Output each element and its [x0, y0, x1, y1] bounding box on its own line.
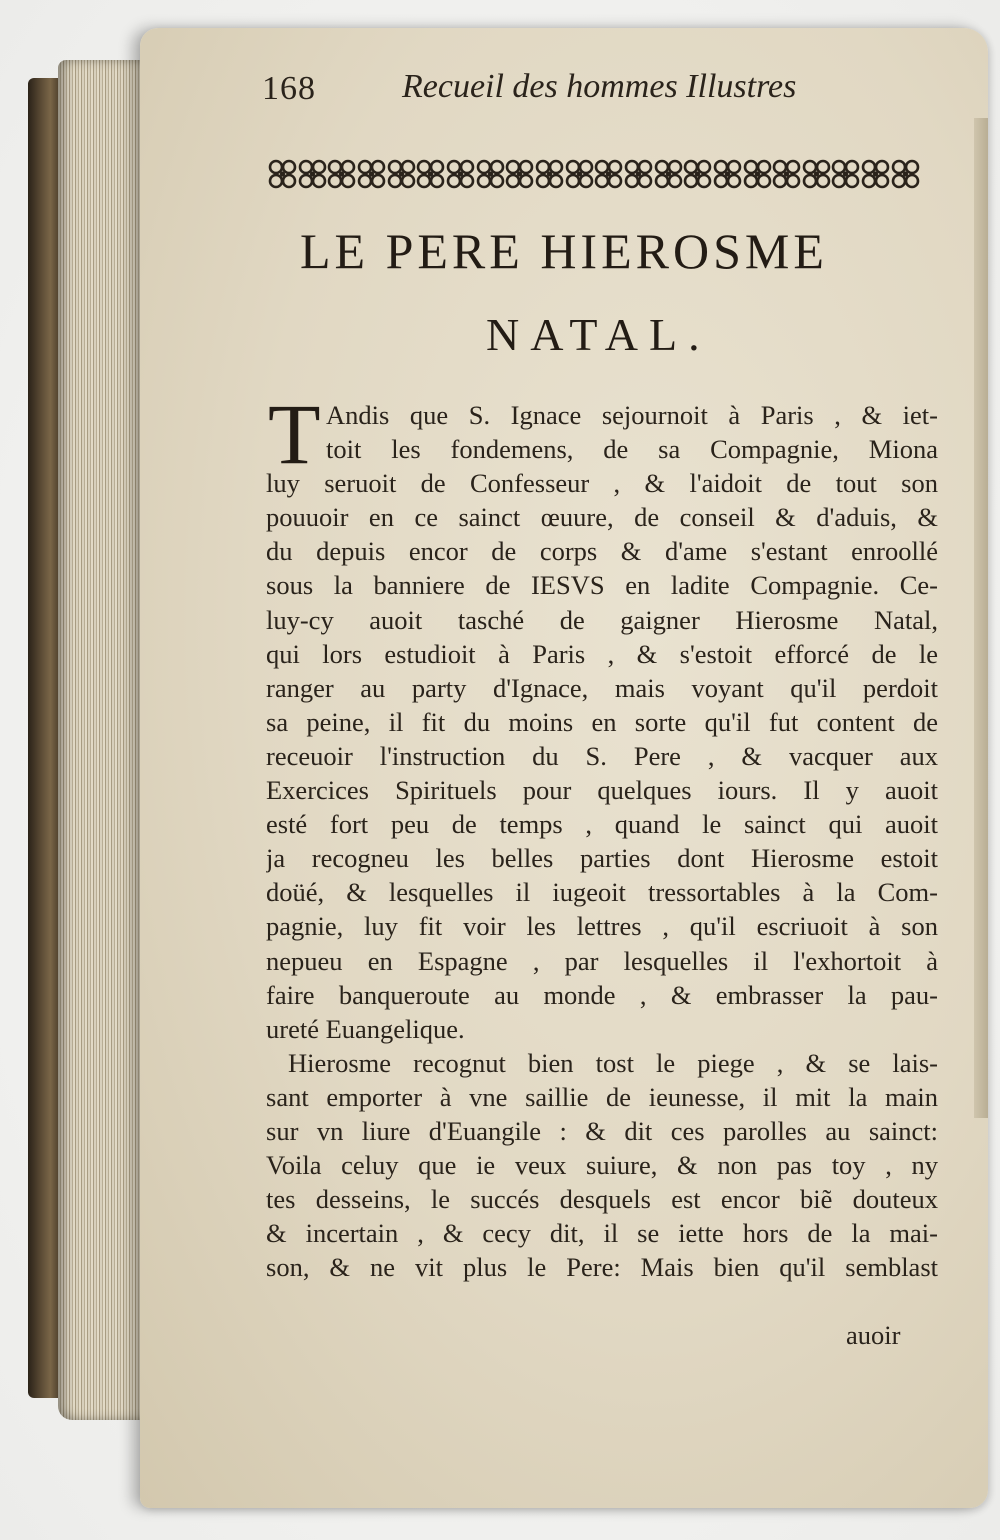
trefoil-knot-ornament-icon [861, 157, 890, 191]
trefoil-knot-ornament-icon [831, 157, 860, 191]
text-line: tes desseins, le succés desquels est encor biẽ douteux [266, 1184, 938, 1215]
trefoil-knot-ornament-icon [594, 157, 623, 191]
text-line: ja recogneu les belles parties dont Hierosme estoit [266, 843, 938, 874]
text-line: sant emporter à vne saillie de ieunesse, il mit la main [266, 1081, 938, 1112]
text-line: doüé, & lesquelles il iugeoit tressortables à la Com- [266, 877, 938, 908]
trefoil-knot-ornament-icon [268, 157, 297, 191]
trefoil-knot-ornament-icon [387, 157, 416, 191]
trefoil-knot-ornament-icon [802, 157, 831, 191]
trefoil-knot-ornament-icon [505, 157, 534, 191]
body-text [266, 398, 938, 1284]
drop-capital: T [268, 386, 321, 482]
text-line: Exercices Spirituels pour quelques iours. Il y auoit [266, 775, 938, 806]
text-line: Voila celuy que ie veux suiure, & non pas toy , ny [266, 1150, 938, 1181]
trefoil-knot-ornament-icon [446, 157, 475, 191]
text-line: faire banqueroute au monde , & embrasser la pau- [266, 979, 938, 1010]
trefoil-knot-ornament-icon [535, 157, 564, 191]
text-line: toit les fondemens, de sa Compagnie, Miona [326, 434, 938, 465]
text-line: & incertain , & cecy dit, il se iette hors de la mai- [266, 1218, 938, 1249]
ornament-band [268, 154, 920, 194]
trefoil-knot-ornament-icon [772, 157, 801, 191]
text-line: receuoir l'instruction du S. Pere , & vacquer aux [266, 740, 938, 771]
trefoil-knot-ornament-icon [713, 157, 742, 191]
trefoil-knot-ornament-icon [683, 157, 712, 191]
page-number: 168 [262, 70, 316, 107]
facing-page-edge [974, 118, 988, 1118]
text-line: nepueu en Espagne , par lesquelles il l'exhortoit à [266, 945, 938, 976]
text-line: esté fort peu de temps , quand le sainct qui auoit [266, 809, 938, 840]
text-line: qui lors estudioit à Paris , & s'estoit efforcé de le [266, 638, 938, 669]
trefoil-knot-ornament-icon [565, 157, 594, 191]
text-line: du depuis encor de corps & d'ame s'estant enroollé [266, 536, 938, 567]
text-line: Andis que S. Ignace sejournoit à Paris , & iet- [326, 400, 938, 430]
trefoil-knot-ornament-icon [327, 157, 356, 191]
text-line: son, & ne vit plus le Pere: Mais bien qu'il semblast [266, 1252, 938, 1283]
text-line: sa peine, il fit du moins en sorte qu'il fut content de [266, 706, 938, 737]
trefoil-knot-ornament-icon [654, 157, 683, 191]
chapter-title-line-2: NATAL. [486, 309, 711, 360]
text-line: ranger au party d'Ignace, mais voyant qu'il perdoit [266, 672, 938, 703]
trefoil-knot-ornament-icon [743, 157, 772, 191]
text-line: sous la banniere de IESVS en ladite Compagnie. Ce- [266, 570, 938, 601]
text-line: ureté Euangelique. [266, 1013, 465, 1044]
trefoil-knot-ornament-icon [476, 157, 505, 191]
catchword: auoir [846, 1320, 901, 1350]
trefoil-knot-ornament-icon [298, 157, 327, 191]
text-line: sur vn liure d'Euangile : & dit ces parolles au sainct: [266, 1115, 938, 1146]
text-line: luy-cy auoit tasché de gaigner Hierosme Natal, [266, 604, 938, 635]
page-header [262, 66, 842, 116]
trefoil-knot-ornament-icon [891, 157, 920, 191]
text-line: pouuoir en ce sainct œuure, de conseil & d'aduis, & [266, 502, 938, 533]
trefoil-knot-ornament-icon [357, 157, 386, 191]
text-line: luy seruoit de Confesseur , & l'aidoit de tout son [266, 468, 938, 499]
chapter-title-line-1: LE PERE HIEROSME [300, 223, 828, 279]
text-line: pagnie, luy fit voir les lettres , qu'il escriuoit à son [266, 911, 938, 942]
trefoil-knot-ornament-icon [416, 157, 445, 191]
running-head: Recueil des hommes Illustres [402, 68, 797, 105]
book-spine [28, 78, 60, 1398]
trefoil-knot-ornament-icon [624, 157, 653, 191]
text-line: Hierosme recognut bien tost le piege , & se lais- [288, 1047, 938, 1078]
